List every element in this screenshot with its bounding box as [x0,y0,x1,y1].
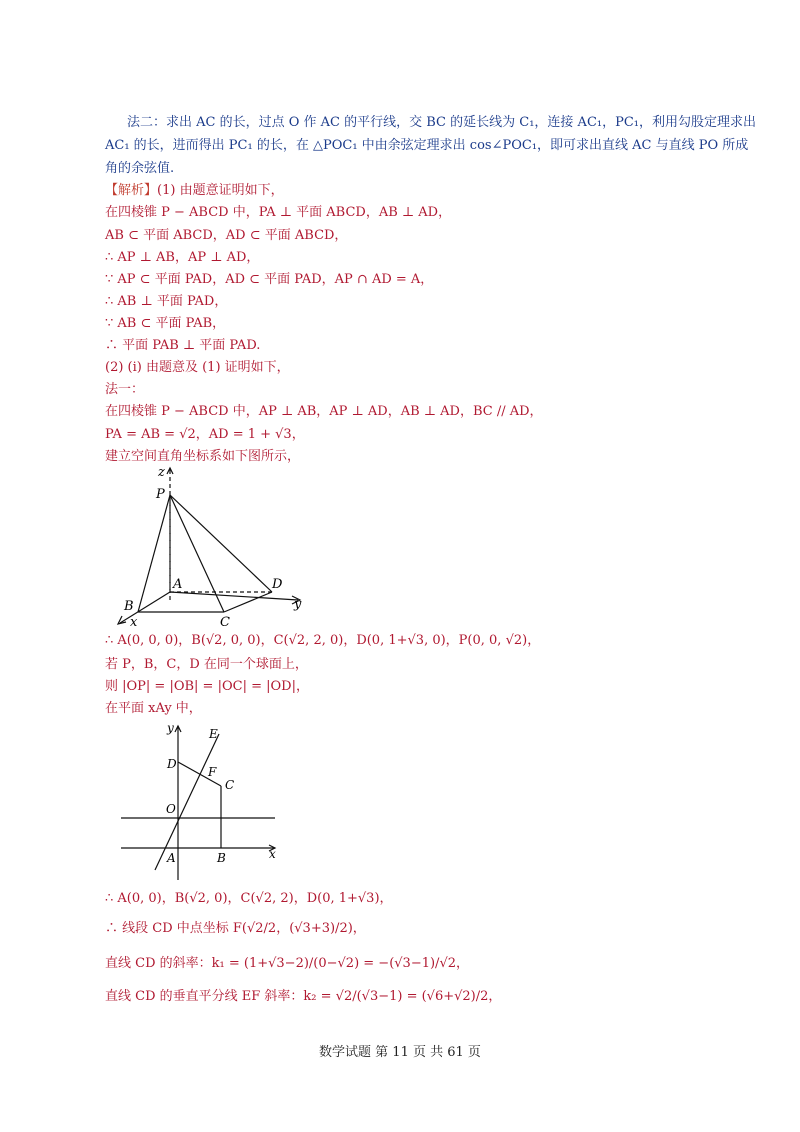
solution-line-7: ∴ 平面 PAB ⊥ 平面 PAD. [105,338,261,353]
solution-line-9: 法一： [105,382,145,397]
solution-line-8: (2) (i) 由题意及 (1) 证明如下， [105,360,290,375]
fig2-label-y: y [167,721,174,735]
solution-line-0 [105,182,284,200]
solution-after2-line-2: 直线 CD 的斜率：k₁ = (1+√3−2)/(0−√2) = −(√3−1)/√2， [105,956,469,971]
solution-line-1: 在四棱锥 P − ABCD 中，PA ⊥ 平面 ABCD，AB ⊥ AD， [105,205,452,220]
page-footer: 数学试题 第 11 页 共 61 页 [319,1045,481,1060]
solution-line-0-text: (1) 由题意证明如下， [157,183,284,198]
fig1-label-y: y [294,597,302,612]
intro-line-1: 法二：求出 AC 的长，过点 O 作 AC 的平行线，交 BC 的延长线为 C₁，连接 AC₁，PC₁，利用勾股定理求出 [127,115,757,130]
solution-line-3: ∴ AP ⊥ AB，AP ⊥ AD， [105,250,260,265]
solution-line-10: 在四棱锥 P − ABCD 中，AP ⊥ AB，AP ⊥ AD，AB ⊥ AD，BC // AD， [105,404,543,419]
fig2-label-D: D [167,757,177,771]
solution-after1-line-0: ∴ A(0, 0, 0)，B(√2, 0, 0)，C(√2, 2, 0)，D(0, 1+√3, 0)，P(0, 0, √2)， [105,633,541,648]
fig2-label-C: C [225,778,235,792]
solution-line-2: AB ⊂ 平面 ABCD，AD ⊂ 平面 ABCD， [105,228,348,243]
solution-line-11: PA = AB = √2，AD = 1 + √3， [105,427,305,442]
solution-after2-line-1: ∴ 线段 CD 中点坐标 F(√2/2，(√3+3)/2)， [105,921,366,936]
fig1-label-x: x [130,615,138,630]
solution-after2-line-3: 直线 CD 的垂直平分线 EF 斜率：k₂ = √2/(√3−1) = (√6+√2)/2， [105,989,502,1004]
solution-tag: 【解析】 [105,183,158,198]
solution-line-12: 建立空间直角坐标系如下图所示， [105,449,301,464]
solution-line-5: ∴ AB ⊥ 平面 PAD， [105,294,228,309]
fig2-label-E: E [209,727,218,741]
fig2-label-A: A [167,851,176,865]
intro-line-2: AC₁ 的长，进而得出 PC₁ 的长，在 △POC₁ 中由余弦定理求出 cos∠POC₁，即可求出直线 AC 与直线 PO 所成 [105,138,749,153]
fig1-label-z: z [158,465,165,480]
solution-after1-line-2: 则 |OP| = |OB| = |OC| = |OD|， [105,679,309,694]
figure-pyramid [110,460,320,630]
fig1-label-D: D [272,577,283,592]
fig1-label-A: A [173,577,183,592]
solution-line-6: ∵ AB ⊂ 平面 PAB， [105,316,226,331]
intro-line-3: 角的余弦值. [105,161,175,176]
fig2-label-B: B [217,851,226,865]
solution-after1-line-3: 在平面 xAy 中， [105,701,202,716]
fig1-label-B: B [124,599,134,614]
fig2-label-F: F [208,765,217,779]
fig1-label-P: P [156,487,165,502]
solution-after2-line-0: ∴ A(0, 0)，B(√2, 0)，C(√2, 2)，D(0, 1+√3)， [105,891,393,906]
fig2-label-O: O [166,802,176,816]
solution-line-4: ∵ AP ⊂ 平面 PAD，AD ⊂ 平面 PAD，AP ∩ AD = A， [105,272,434,287]
fig2-label-x: x [269,847,276,861]
solution-after1-line-1: 若 P，B，C，D 在同一个球面上， [105,657,308,672]
figure-plane [115,720,290,890]
fig1-label-C: C [220,615,230,630]
